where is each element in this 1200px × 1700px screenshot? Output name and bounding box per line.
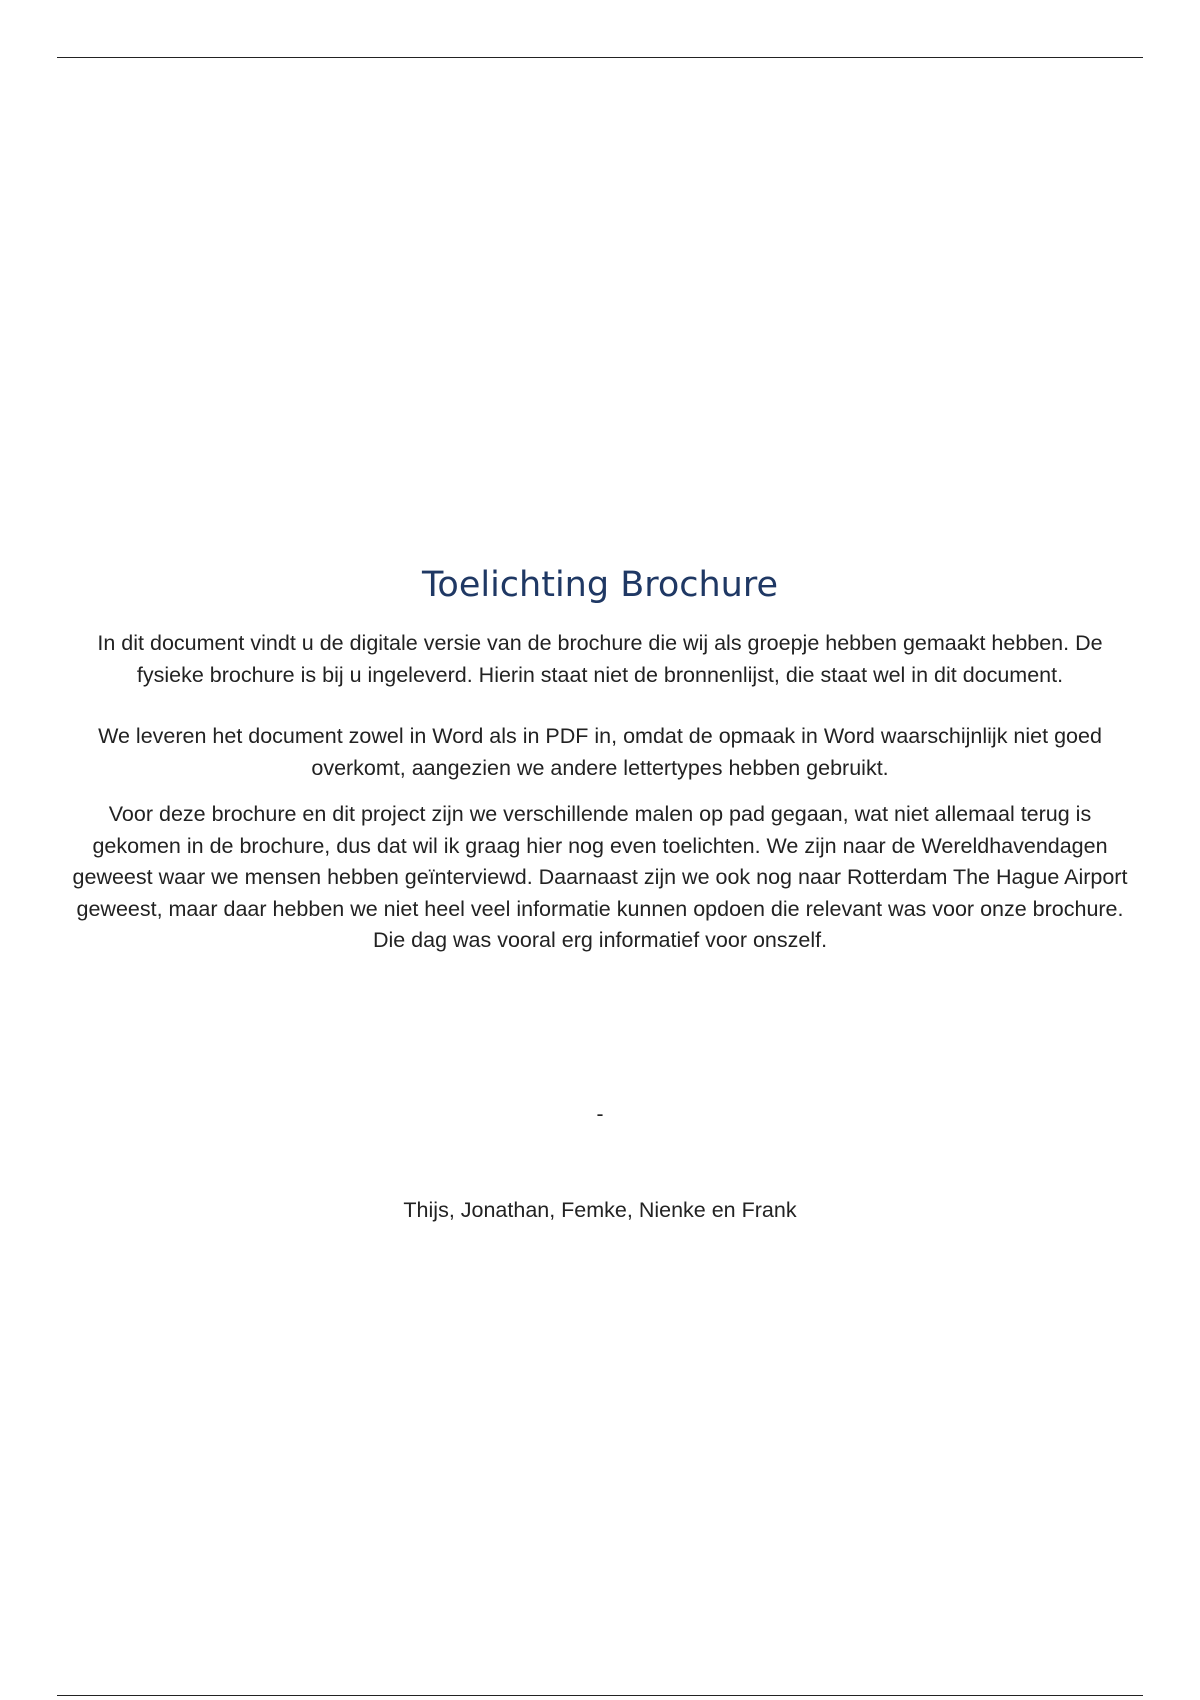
document-body [70,560,1130,957]
intro-paragraph: In dit document vindt u de digitale versie van de brochure die wij als groepje hebben gemaakt hebben. De fysieke brochure is bij u ingeleverd. Hierin staat niet de bronnenlijst, die staat wel in dit document. [97,631,1103,687]
document-title: Toelichting Brochure [421,565,779,605]
project-paragraph: Voor deze brochure en dit project zijn we verschillende malen op pad gegaan, wat niet allemaal terug is gekomen in de brochure, dus dat wil ik graag hier nog even toelichten. We zijn naar de Wereldhavendagen geweest waar we mensen hebben geïnterviewd. Daarnaast zijn we ook nog naar Rotterdam The Hague Airport geweest, maar daar hebben we niet heel veel informatie kunnen opdoen die relevant was voor onze brochure. Die dag was vooral erg informatief voor onszelf. [72,802,1128,952]
format-paragraph: We leveren het document zowel in Word als in PDF in, omdat de opmaak in Word waarschijnlijk niet goed overkomt, aangezien we andere lettertypes hebben gebruikt. [98,724,1102,780]
header-rule [57,57,1143,58]
separator-dash: - [596,1103,604,1126]
footer-rule [57,1695,1143,1696]
authors-line: Thijs, Jonathan, Femke, Nienke en Frank [403,1198,797,1222]
